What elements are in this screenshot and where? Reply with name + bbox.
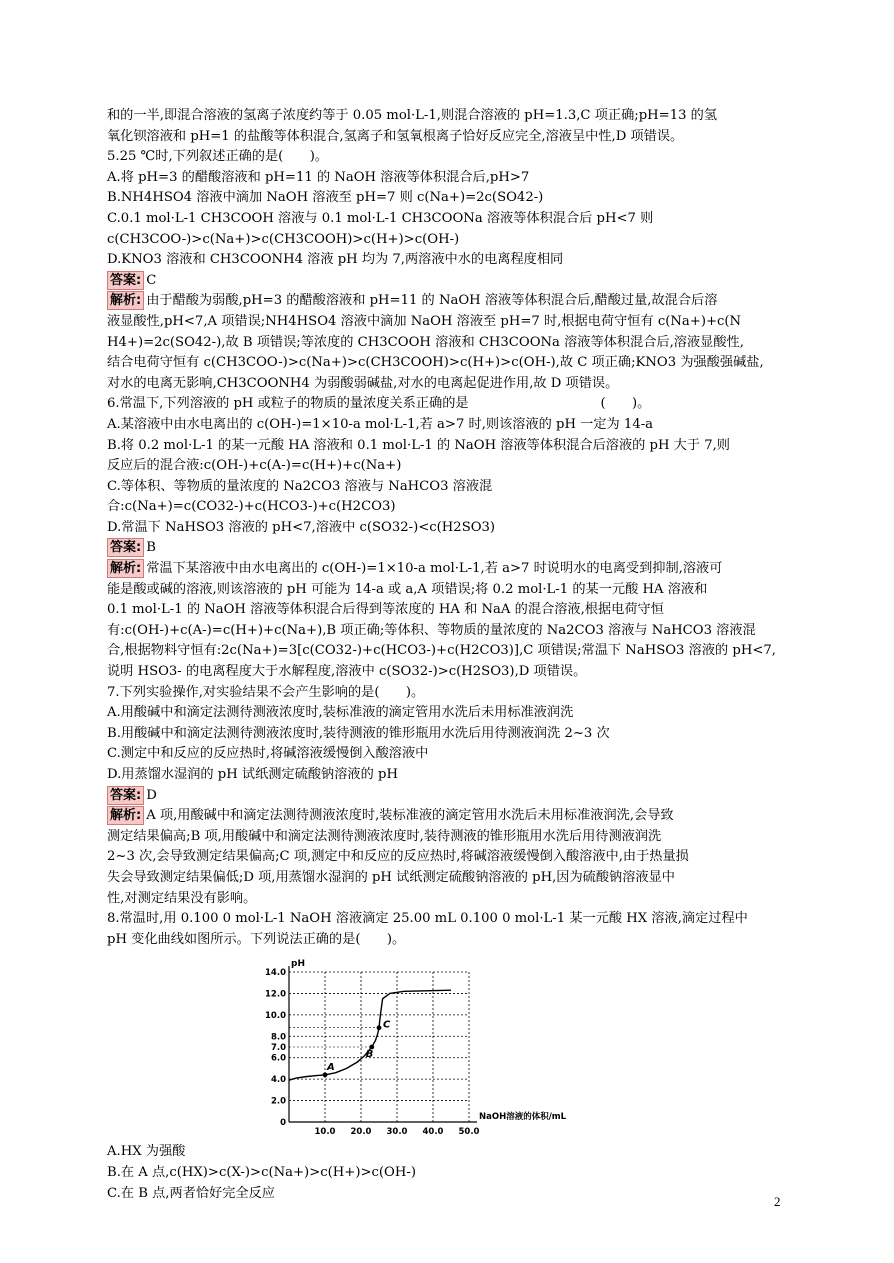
question-8-stem: 8.常温时,用 0.100 0 mol·L-1 NaOH 溶液滴定 25.00 mL 0.100 0 mol·L-1 某一元酸 HX 溶液,滴定过程中 bbox=[107, 911, 748, 927]
titration-curve-chart bbox=[257, 952, 567, 1142]
option-d: D.KNO3 溶液和 CH3COONH4 溶液 pH 均为 7,两溶液中水的电离程度相同 bbox=[107, 252, 564, 268]
option-c-cont: c(CH3COO-)>c(Na+)>c(CH3COOH)>c(H+)>c(OH-) bbox=[107, 231, 460, 247]
option-d: D.用蒸馏水湿润的 pH 试纸测定硫酸钠溶液的 pH bbox=[107, 767, 398, 782]
answer-label: 答案: bbox=[107, 786, 144, 805]
text-line: H4+)=2c(SO42-),故 B 项错误;等浓度的 CH3COOH 溶液和 CH3COONa 溶液等体积混合后,溶液显酸性, bbox=[107, 334, 744, 350]
option-d: D.常温下 NaHSO3 溶液的 pH<7,溶液中 c(SO32-)<c(H2SO3) bbox=[107, 519, 496, 535]
data-point-c bbox=[377, 1026, 382, 1031]
question-5-stem: 5.25 ℃时,下列叙述正确的是( )。 bbox=[107, 149, 329, 165]
option-b: B.用酸碱中和滴定法测待测液浓度时,装待测液的锥形瓶用水洗后用待测液润洗 2~3 次 bbox=[107, 725, 610, 741]
answer-label: 答案: bbox=[107, 271, 144, 290]
document-page bbox=[107, 106, 779, 1204]
option-c: C.等体积、等物质的量浓度的 Na2CO3 溶液与 NaHCO3 溶液混合:c(Na+)=c(CO32-)+c(HCO3-)+c(H2CO3) bbox=[107, 478, 493, 515]
data-point-a bbox=[323, 1073, 328, 1078]
text-line: 液显酸性,pH<7,A 项错误;NH4HSO4 溶液中滴加 NaOH 溶液至 pH=7 时,根据电荷守恒有 c(Na+)+c(N bbox=[107, 313, 742, 329]
text-line: 结合电荷守恒有 c(CH3COO-)>c(Na+)>c(CH3COOH)>c(H+)>c(OH-),故 C 项正确;KNO3 为强酸强碱盐, bbox=[107, 355, 764, 371]
text-line: 氧化钡溶液和 pH=1 的盐酸等体积混合,氢离子和氢氧根离子恰好反应完全,溶液呈中性,D 项错误。 bbox=[107, 128, 684, 144]
titration-curve bbox=[289, 991, 451, 1081]
question-6-stem: 6.常温下,下列溶液的 pH 或粒子的物质的量浓度关系正确的是 ( )。 bbox=[107, 396, 651, 412]
data-point-label: A bbox=[327, 1062, 335, 1074]
x-tick-label: 40.0 bbox=[422, 1127, 444, 1138]
y-tick-label: 12.0 bbox=[265, 989, 286, 1000]
answer-label: 答案: bbox=[107, 538, 144, 557]
option-a: A.某溶液中由水电离出的 c(OH-)=1×10-a mol·L-1,若 a>7 时,则该溶液的 pH 一定为 14-a bbox=[107, 416, 654, 432]
text-line: 和的一半,即混合溶液的氢离子浓度约等于 0.05 mol·L-1,则混合溶液的 pH=1.3,C 项正确;pH=13 的氢 bbox=[107, 108, 718, 123]
option-c: C.测定中和反应的反应热时,将碱溶液缓慢倒入酸溶液中 bbox=[107, 746, 429, 762]
x-tick-label-origin: 0 bbox=[280, 1118, 286, 1129]
x-tick-label: 20.0 bbox=[350, 1127, 372, 1138]
y-tick-label: 10.0 bbox=[265, 1011, 286, 1022]
option-a: A.HX 为强酸 bbox=[107, 1144, 186, 1160]
option-c: C.在 B 点,两者恰好完全反应 bbox=[107, 1185, 275, 1201]
text-line: 2~3 次,会导致测定结果偏高;C 项,测定中和反应的反应热时,将碱溶液缓慢倒入酸溶液中,由于热量损 bbox=[107, 849, 689, 865]
y-tick-label: 14.0 bbox=[265, 968, 286, 979]
y-axis-label: pH bbox=[291, 959, 305, 970]
analysis-5: 解析: 由于醋酸为弱酸,pH=3 的醋酸溶液和 pH=11 的 NaOH 溶液等体积混合后,醋酸过量,故混合后溶 bbox=[107, 291, 779, 312]
answer-6: 答案: B bbox=[107, 538, 779, 559]
y-tick-label: 6.0 bbox=[270, 1054, 286, 1065]
text-line: 合,根据物料守恒有:2c(Na+)=3[c(CO32-)+c(HCO3-)+c(H2CO3)],C 项错误;常温下 NaHSO3 溶液的 pH<7, bbox=[107, 643, 776, 659]
option-a: A.将 pH=3 的醋酸溶液和 pH=11 的 NaOH 溶液等体积混合后,pH>7 bbox=[107, 169, 530, 185]
analysis-7: 解析: A 项,用酸碱中和滴定法测待测液浓度时,装标准液的滴定管用水洗后未用标准液润洗,会导致 bbox=[107, 806, 779, 827]
text-line: 失会导致测定结果偏低;D 项,用蒸馏水湿润的 pH 试纸测定硫酸钠溶液的 pH,因为硫酸钠溶液显中 bbox=[107, 869, 675, 885]
text-line: 性,对测定结果没有影响。 bbox=[107, 890, 257, 906]
titration-chart-area bbox=[107, 952, 779, 1252]
y-tick-label: 4.0 bbox=[270, 1075, 286, 1086]
option-b: B.NH4HSO4 溶液中滴加 NaOH 溶液至 pH=7 则 c(Na+)=2c(SO42-) bbox=[107, 190, 544, 206]
analysis-label: 解析: bbox=[107, 559, 144, 578]
text-line: 对水的电离无影响,CH3COONH4 为弱酸弱碱盐,对水的电离起促进作用,故 D 项错误。 bbox=[107, 375, 619, 391]
option-b: B.在 A 点,c(HX)>c(X-)>c(Na+)>c(H+)>c(OH-) bbox=[107, 1164, 416, 1180]
data-point-label: C bbox=[383, 1020, 391, 1032]
y-tick-label: 2.0 bbox=[270, 1096, 286, 1107]
y-tick-label: 8.0 bbox=[270, 1032, 286, 1043]
analysis-label: 解析: bbox=[107, 806, 144, 825]
x-axis-label: NaOH溶液的体积/mL bbox=[479, 1112, 567, 1123]
answer-7: 答案: D bbox=[107, 786, 779, 807]
x-tick-label: 30.0 bbox=[386, 1127, 408, 1138]
analysis-label: 解析: bbox=[107, 291, 144, 310]
text-line: 能是酸或碱的溶液,则该溶液的 pH 可能为 14-a 或 a,A 项错误;将 0.2 mol·L-1 的某一元酸 HA 溶液和 bbox=[107, 581, 708, 597]
text-line: 测定结果偏高;B 项,用酸碱中和滴定法测待测液浓度时,装待测液的锥形瓶用水洗后用待测液润洗 bbox=[107, 828, 662, 844]
analysis-6: 解析: 常温下某溶液中由水电离出的 c(OH-)=1×10-a mol·L-1,若 a>7 时说明水的电离受到抑制,溶液可 bbox=[107, 559, 779, 580]
page-number: 2 bbox=[774, 1194, 781, 1209]
text-line: 0.1 mol·L-1 的 NaOH 溶液等体积混合后得到等浓度的 HA 和 NaA 的混合溶液,根据电荷守恒 bbox=[107, 602, 664, 618]
text-line: 有:c(OH-)+c(A-)=c(H+)+c(Na+),B 项正确;等体积、等物质的量浓度的 Na2CO3 溶液与 NaHCO3 溶液混 bbox=[107, 622, 756, 638]
data-point-label: B bbox=[365, 1049, 374, 1061]
question-8-stem-cont: pH 变化曲线如图所示。下列说法正确的是( )。 bbox=[107, 931, 406, 947]
option-b-cont: 反应后的混合液:c(OH-)+c(A-)=c(H+)+c(Na+) bbox=[107, 458, 402, 474]
y-tick-label: 7.0 bbox=[270, 1043, 286, 1054]
text-line: 说明 HSO3- 的电离程度大于水解程度,溶液中 c(SO32-)>c(H2SO3),D 项错误。 bbox=[107, 664, 587, 680]
option-b: B.将 0.2 mol·L-1 的某一元酸 HA 溶液和 0.1 mol·L-1 的 NaOH 溶液等体积混合后溶液的 pH 大于 7,则 bbox=[107, 437, 730, 453]
option-c: C.0.1 mol·L-1 CH3COOH 溶液与 0.1 mol·L-1 CH3COONa 溶液等体积混合后 pH<7 则 bbox=[107, 210, 654, 226]
answer-5: 答案: C bbox=[107, 271, 779, 292]
x-tick-label: 10.0 bbox=[314, 1127, 336, 1138]
question-7-stem: 7.下列实验操作,对实验结果不会产生影响的是( )。 bbox=[107, 684, 425, 700]
option-a: A.用酸碱中和滴定法测待测液浓度时,装标准液的滴定管用水洗后未用标准液润洗 bbox=[107, 705, 574, 721]
x-tick-label: 50.0 bbox=[458, 1127, 480, 1138]
